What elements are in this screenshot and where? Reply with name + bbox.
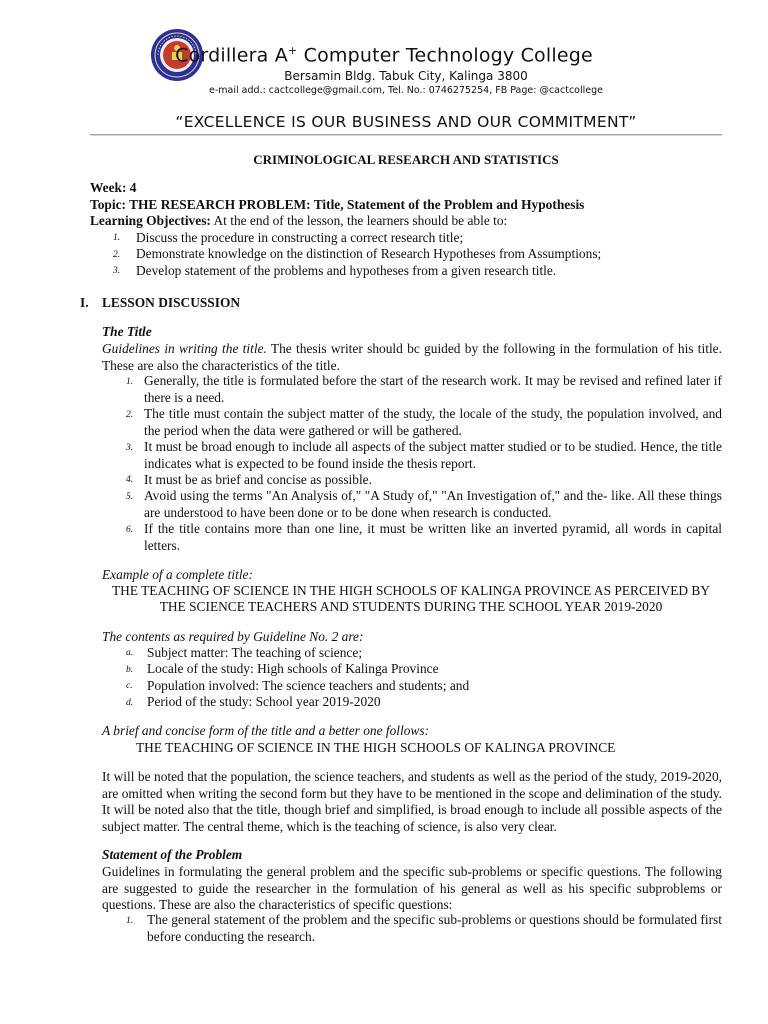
guideline-number: 3. bbox=[126, 443, 134, 453]
content-item: Population involved: The science teachers and students; and bbox=[147, 678, 470, 693]
header-divider bbox=[90, 134, 722, 136]
content-item: Period of the study: School year 2019-2020 bbox=[147, 694, 381, 709]
example-label: Example of a complete title: bbox=[102, 567, 253, 582]
section-numeral: I. bbox=[80, 295, 89, 310]
objective-number: 2. bbox=[113, 250, 121, 260]
objective-item: Demonstrate knowledge on the distinction of Research Hypotheses from Assumptions; bbox=[136, 246, 602, 261]
objective-item: Discuss the procedure in constructing a correct research title; bbox=[136, 230, 464, 245]
course-title: CRIMINOLOGICAL RESEARCH AND STATISTICS bbox=[253, 152, 559, 167]
college-address: Bersamin Bldg. Tabuk City, Kalinga 3800 bbox=[284, 69, 528, 83]
contents-label: The contents as required by Guideline No. 2 are: bbox=[102, 629, 364, 644]
guideline-number: 1. bbox=[126, 377, 134, 387]
guideline-item: Generally, the title is formulated before the start of the research work. It may be revised and refined later if there is a need. bbox=[144, 373, 722, 405]
content-item: Subject matter: The teaching of science; bbox=[147, 645, 363, 660]
guideline-item: The title must contain the subject matter of the study, the locale of the study, the population involved, and the period when the data were gathered or will be gathered. bbox=[144, 406, 722, 438]
content-letter: a. bbox=[126, 648, 134, 658]
content-item: Locale of the study: High schools of Kalinga Province bbox=[147, 661, 439, 676]
college-name: Cordillera A+ Computer Technology College bbox=[175, 44, 593, 67]
sop-item: The general statement of the problem and the specific sub-problems or questions should be formulated first before conducting the research. bbox=[147, 912, 722, 944]
guideline-item: It must be broad enough to include all aspects of the subject matter studied or to be studied. Hence, the title indicates what is expected to be found inside the thesis report. bbox=[144, 439, 722, 471]
example-title-line: THE TEACHING OF SCIENCE IN THE HIGH SCHOOLS OF KALINGA PROVINCE AS PERCEIVED BY bbox=[111, 583, 710, 598]
guideline-number: 2. bbox=[126, 410, 134, 420]
guideline-item: It must be as brief and concise as possible. bbox=[144, 472, 372, 487]
learning-objectives: Learning Objectives: At the end of the lesson, the learners should be able to: bbox=[90, 213, 508, 228]
subsection-heading-title: The Title bbox=[102, 324, 152, 339]
guidelines-paragraph: Guidelines in writing the title. The thesis writer should bc guided by the following in the formulation of his title. These are also the characteristics of the title. bbox=[102, 341, 722, 373]
guideline-item: Avoid using the terms "An Analysis of," "A Study of," "An Investigation of," and the- like. All these things are understood to have been done or to be done when research is conducted. bbox=[144, 488, 722, 520]
topic-label: Topic: THE RESEARCH PROBLEM: Title, Statement of the Problem and Hypothesis bbox=[90, 197, 585, 212]
week-label: Week: 4 bbox=[90, 180, 137, 195]
college-motto: “EXCELLENCE IS OUR BUSINESS AND OUR COMMITMENT” bbox=[175, 113, 637, 131]
section-heading: LESSON DISCUSSION bbox=[102, 295, 241, 310]
brief-title: THE TEACHING OF SCIENCE IN THE HIGH SCHOOLS OF KALINGA PROVINCE bbox=[136, 740, 616, 755]
sop-item-number: 1. bbox=[126, 916, 134, 926]
objective-number: 1. bbox=[113, 233, 121, 243]
brief-title-label: A brief and concise form of the title and a better one follows: bbox=[102, 723, 430, 738]
subsection-heading-sop: Statement of the Problem bbox=[102, 847, 243, 862]
content-letter: c. bbox=[126, 681, 133, 691]
guideline-number: 4. bbox=[126, 475, 134, 485]
objective-number: 3. bbox=[113, 266, 121, 276]
content-letter: d. bbox=[126, 698, 134, 708]
content-letter: b. bbox=[126, 665, 134, 675]
guideline-item: If the title contains more than one line, it must be written like an inverted pyramid, all words in capital letters. bbox=[144, 521, 722, 553]
college-contact: e-mail add.: cactcollege@gmail.com, Tel. No.: 0746275254, FB Page: @cactcollege bbox=[209, 85, 603, 96]
objective-item: Develop statement of the problems and hypotheses from a given research title. bbox=[136, 263, 557, 278]
example-title-line: THE SCIENCE TEACHERS AND STUDENTS DURING THE SCHOOL YEAR 2019-2020 bbox=[159, 599, 663, 614]
guideline-number: 6. bbox=[126, 525, 134, 535]
guideline-number: 5. bbox=[126, 492, 134, 502]
sop-paragraph: Guidelines in formulating the general problem and the specific sub-problems or specific questions. The following are suggested to guide the researcher in the formulation of his general as well as his specific subproblems or questions. These are also the characteristics of specific questions: bbox=[102, 864, 722, 912]
note-paragraph: It will be noted that the population, the science teachers, and students as well as the period of the study, 2019-2020, are omitted when writing the second form but they have to be mentioned in the scope and delimination of the study. It will be noted also that the title, though brief and simplified, is broad enough to include all possible aspects of the subject matter. The central theme, which is the teaching of science, is also very clear. bbox=[102, 769, 722, 834]
